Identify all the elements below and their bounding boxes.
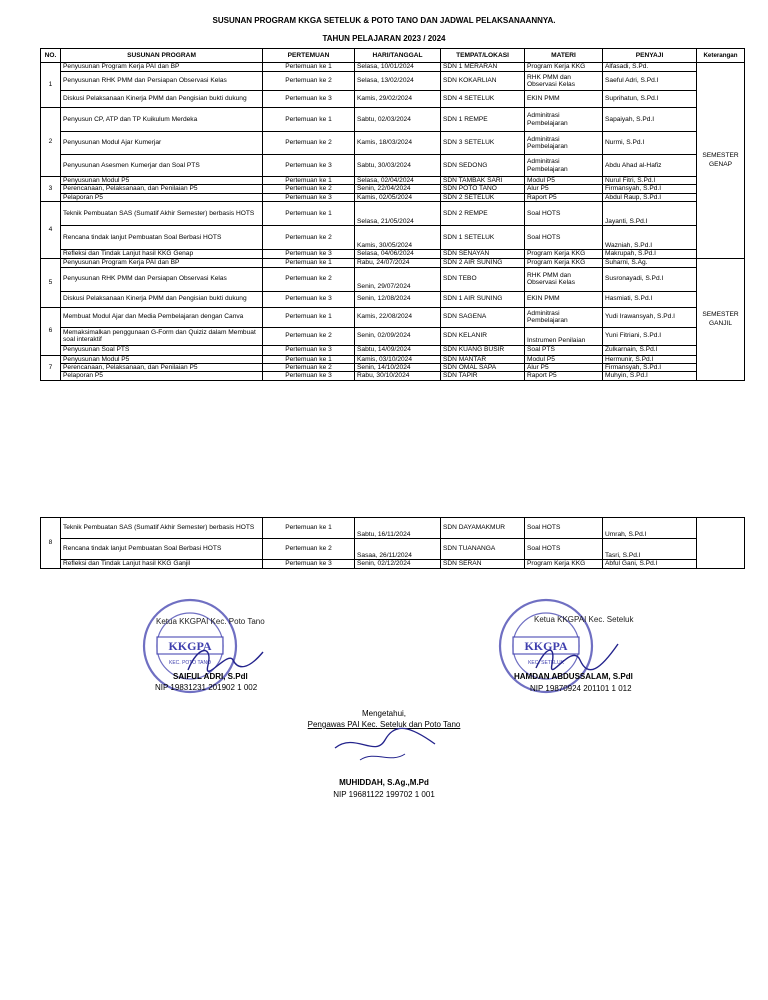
table-row xyxy=(41,91,745,108)
row-group-number: 5 xyxy=(41,258,61,307)
cell-materi: Adminitrasi Pembelajaran xyxy=(525,155,603,177)
cell-program: Memaksimalkan penggunaan G-Form dan Quiziz dalam Membuat soal interaktif xyxy=(61,327,263,345)
cell-tempat: SDN POTO TANO xyxy=(441,185,525,193)
row-group-number: 1 xyxy=(41,63,61,108)
cell-penyaji: Nurul Fitri, S.Pd.I xyxy=(603,177,697,185)
center-signer-role: Pengawas PAI Kec. Seteluk dan Poto Tano xyxy=(307,720,461,729)
cell-tempat: SDN 3 SETELUK xyxy=(441,132,525,155)
cell-tanggal: Senin, 02/09/2024 xyxy=(355,327,441,345)
row-group-number: 7 xyxy=(41,355,61,380)
cell-materi: EKIN PMM xyxy=(525,91,603,108)
cell-tanggal: Sabtu, 02/03/2024 xyxy=(355,108,441,132)
cell-materi: Soal PTS xyxy=(525,345,603,355)
cell-pertemuan: Pertemuan ke 3 xyxy=(263,345,355,355)
cell-program: Penyusunan Modul P5 xyxy=(61,177,263,185)
cell-materi: Soal HOTS xyxy=(525,202,603,226)
cell-tanggal: Sabtu, 14/09/2024 xyxy=(355,345,441,355)
cell-keterangan: SEMESTER GENAP xyxy=(697,63,745,259)
cell-program: Diskusi Pelaksanaan Kinerja PMM dan Pengisian bukti dukung xyxy=(61,91,263,108)
cell-penyaji: Suharni, S.Ag. xyxy=(603,258,697,267)
cell-materi: Soal HOTS xyxy=(525,518,603,539)
table-row xyxy=(41,327,745,345)
cell-program: Refleksi dan Tindak Lanjut hasil KKG Ganjil xyxy=(61,560,263,569)
cell-tempat: SDN 2 AIR SUNING xyxy=(441,258,525,267)
table-row xyxy=(41,250,745,258)
cell-tempat: SDN SEDONG xyxy=(441,155,525,177)
cell-program: Penyusunan Asesmen Kumerjar dan Soal PTS xyxy=(61,155,263,177)
cell-program: Membuat Modul Ajar dan Media Pembelajaran dengan Canva xyxy=(61,307,263,327)
cell-tempat: SDN SERAN xyxy=(441,560,525,569)
cell-penyaji: Zulkarnain, S.Pd.I xyxy=(603,345,697,355)
table-row xyxy=(41,132,745,155)
cell-pertemuan: Pertemuan ke 3 xyxy=(263,155,355,177)
cell-program: Pelaporan P5 xyxy=(61,372,263,380)
cell-program: Rencana tindak lanjut Pembuatan Soal Berbasi HOTS xyxy=(61,539,263,560)
cell-pertemuan: Pertemuan ke 3 xyxy=(263,560,355,569)
cell-program: Penyusun CP, ATP dan TP Kuikulum Merdeka xyxy=(61,108,263,132)
cell-tempat: SDN 1 REMPE xyxy=(441,108,525,132)
cell-tanggal: Selasa, 04/06/2024 xyxy=(355,250,441,258)
cell-penyaji: Umrah, S.Pd.I xyxy=(603,518,697,539)
table-row xyxy=(41,560,745,569)
cell-program: Rencana tindak lanjut Pembuatan Soal Berbasi HOTS xyxy=(61,226,263,250)
cell-tempat: SDN 2 REMPE xyxy=(441,202,525,226)
cell-tempat: SDN KOKARLIAN xyxy=(441,72,525,91)
cell-tempat: SDN TAMBAK SARI xyxy=(441,177,525,185)
cell-pertemuan: Pertemuan ke 1 xyxy=(263,202,355,226)
document-subtitle: TAHUN PELAJARAN 2023 / 2024 xyxy=(322,34,446,43)
row-group-number: 3 xyxy=(41,177,61,202)
cell-pertemuan: Pertemuan ke 2 xyxy=(263,539,355,560)
cell-penyaji: Nurmi, S.Pd.I xyxy=(603,132,697,155)
cell-pertemuan: Pertemuan ke 2 xyxy=(263,132,355,155)
left-signer-name: SAIFUL ADRI, S.Pdl xyxy=(173,672,248,681)
table-row xyxy=(41,193,745,201)
table-row xyxy=(41,108,745,132)
cell-materi: Program Kerja KKG xyxy=(525,63,603,72)
cell-materi: Soal HOTS xyxy=(525,226,603,250)
cell-penyaji: Muhyin, S.Pd.I xyxy=(603,372,697,380)
left-signer-nip: NIP 19831231 201902 1 002 xyxy=(155,683,258,692)
cell-penyaji: Firmansyah, S.Pd.I xyxy=(603,185,697,193)
cell-materi: EKIN PMM xyxy=(525,291,603,307)
cell-pertemuan: Pertemuan ke 3 xyxy=(263,291,355,307)
cell-penyaji: Firmansyah, S.Pd.I xyxy=(603,364,697,372)
cell-pertemuan: Pertemuan ke 1 xyxy=(263,355,355,363)
cell-tanggal: Selasa, 02/04/2024 xyxy=(355,177,441,185)
cell-penyaji: Jayanti, S.Pd.I xyxy=(603,202,697,226)
cell-pertemuan: Pertemuan ke 2 xyxy=(263,327,355,345)
cell-penyaji: Hasmiati, S.Pd.I xyxy=(603,291,697,307)
row-group-number: 2 xyxy=(41,108,61,177)
cell-tanggal: Senin, 02/12/2024 xyxy=(355,560,441,569)
header-penyaji: PENYAJI xyxy=(603,49,697,63)
table-row xyxy=(41,518,745,539)
cell-tempat: SDN 1 SETELUK xyxy=(441,226,525,250)
cell-tanggal: Selasa, 10/01/2024 xyxy=(355,63,441,72)
cell-materi: Adminitrasi Pembelajaran xyxy=(525,307,603,327)
header-tempat: TEMPAT/LOKASI xyxy=(441,49,525,63)
header-pertemuan: PERTEMUAN xyxy=(263,49,355,63)
cell-materi: Instrumen Penilaian xyxy=(525,327,603,345)
cell-tanggal: Kamis, 02/05/2024 xyxy=(355,193,441,201)
table-row xyxy=(41,267,745,291)
cell-program: Teknik Pembuatan SAS (Sumatif Akhir Semester) berbasis HOTS xyxy=(61,202,263,226)
cell-materi: Program Kerja KKG xyxy=(525,560,603,569)
cell-tempat: SDN OMAL SAPA xyxy=(441,364,525,372)
cell-program: Penyusunan Program Kerja PAI dan BP xyxy=(61,258,263,267)
cell-tanggal: Rabu, 30/10/2024 xyxy=(355,372,441,380)
cell-pertemuan: Pertemuan ke 3 xyxy=(263,193,355,201)
cell-program: Diskusi Pelaksanaan Kinerja PMM dan Pengisian bukti dukung xyxy=(61,291,263,307)
cell-program: Penyusunan RHK PMM dan Persiapan Observasi Kelas xyxy=(61,72,263,91)
cell-pertemuan: Pertemuan ke 3 xyxy=(263,372,355,380)
cell-penyaji: Tasri, S.Pd.I xyxy=(603,539,697,560)
table-row xyxy=(41,258,745,267)
right-signer-role: Ketua KKGPAI Kec. Seteluk xyxy=(534,615,634,624)
cell-penyaji: Suprihatun, S.Pd.I xyxy=(603,91,697,108)
cell-program: Penyusunan Soal PTS xyxy=(61,345,263,355)
header-tanggal: HARI/TANGGAL xyxy=(355,49,441,63)
schedule-table-page-1 xyxy=(40,48,745,381)
cell-pertemuan: Pertemuan ke 2 xyxy=(263,267,355,291)
cell-penyaji: Hermunir, S.Pd.I xyxy=(603,355,697,363)
table-row xyxy=(41,307,745,327)
table-row xyxy=(41,291,745,307)
cell-penyaji: Makrupah, S.Pd.I xyxy=(603,250,697,258)
row-group-number: 6 xyxy=(41,307,61,355)
cell-program: Perencanaan, Pelaksanaan, dan Penilaian P5 xyxy=(61,364,263,372)
cell-materi: Raport P5 xyxy=(525,372,603,380)
table-row xyxy=(41,372,745,380)
cell-penyaji: Wazniah, S.Pd.I xyxy=(603,226,697,250)
cell-penyaji: Abdu Ahad al-Hafiz xyxy=(603,155,697,177)
left-signer-role: Ketua KKGPAI Kec. Poto Tano xyxy=(156,617,265,626)
cell-pertemuan: Pertemuan ke 3 xyxy=(263,250,355,258)
table-row xyxy=(41,155,745,177)
schedule-body-page-1 xyxy=(41,63,745,381)
cell-tempat: SDN 2 SETELUK xyxy=(441,193,525,201)
cell-pertemuan: Pertemuan ke 2 xyxy=(263,364,355,372)
cell-program: Penyusunan RHK PMM dan Persiapan Observasi Kelas xyxy=(61,267,263,291)
cell-pertemuan: Pertemuan ke 3 xyxy=(263,91,355,108)
cell-penyaji: Sapaiyah, S.Pd.I xyxy=(603,108,697,132)
cell-pertemuan: Pertemuan ke 1 xyxy=(263,307,355,327)
cell-program: Penyusunan Modul P5 xyxy=(61,355,263,363)
cell-materi: Adminitrasi Pembelajaran xyxy=(525,108,603,132)
cell-materi: Modul P5 xyxy=(525,355,603,363)
cell-keterangan-empty xyxy=(697,518,745,569)
cell-pertemuan: Pertemuan ke 1 xyxy=(263,258,355,267)
cell-pertemuan: Pertemuan ke 2 xyxy=(263,185,355,193)
cell-tanggal: Sasaa, 26/11/2024 xyxy=(355,539,441,560)
cell-pertemuan: Pertemuan ke 2 xyxy=(263,72,355,91)
cell-materi: Adminitrasi Pembelajaran xyxy=(525,132,603,155)
cell-tanggal: Selasa, 21/05/2024 xyxy=(355,202,441,226)
cell-penyaji: Saeful Adri, S.Pd.I xyxy=(603,72,697,91)
cell-penyaji: Yuni Fitriani, S.Pd.I xyxy=(603,327,697,345)
cell-tempat: SDN SAGENA xyxy=(441,307,525,327)
cell-program: Teknik Pembuatan SAS (Sumatif Akhir Semester) berbasis HOTS xyxy=(61,518,263,539)
cell-tempat: SDN TAPIR xyxy=(441,372,525,380)
cell-penyaji: Abdul Raup, S.Pd.I xyxy=(603,193,697,201)
cell-tempat: SDN TUANANGA xyxy=(441,539,525,560)
cell-tanggal: Kamis, 30/05/2024 xyxy=(355,226,441,250)
cell-tempat: SDN 1 AIR SUNING xyxy=(441,291,525,307)
center-acknowledgement: Mengetahui, xyxy=(361,709,407,718)
document-title: SUSUNAN PROGRAM KKGA SETELUK & POTO TANO DAN JADWAL PELAKSANAANNYA. xyxy=(212,16,556,25)
cell-materi: Program Kerja KKG xyxy=(525,258,603,267)
cell-tempat: SDN KELANIR xyxy=(441,327,525,345)
cell-program: Penyusunan Modul Ajar Kumerjar xyxy=(61,132,263,155)
cell-tanggal: Senin, 14/10/2024 xyxy=(355,364,441,372)
table-row xyxy=(41,539,745,560)
cell-tanggal: Sabtu, 30/03/2024 xyxy=(355,155,441,177)
table-row xyxy=(41,355,745,363)
schedule-body-page-2 xyxy=(41,518,745,569)
cell-tempat: SDN KUANG BUSIR xyxy=(441,345,525,355)
center-signer-nip: NIP 19681122 199702 1 001 xyxy=(333,790,435,799)
cell-tempat: SDN DAYAMAKMUR xyxy=(441,518,525,539)
cell-materi: Program Kerja KKG xyxy=(525,250,603,258)
cell-materi: Alur P5 xyxy=(525,364,603,372)
cell-penyaji: Alfasadi, S.Pd. xyxy=(603,63,697,72)
cell-pertemuan: Pertemuan ke 1 xyxy=(263,518,355,539)
table-row xyxy=(41,202,745,226)
cell-materi: Alur P5 xyxy=(525,185,603,193)
table-header-row xyxy=(41,49,745,63)
cell-penyaji: Susronayadi, S.Pd.I xyxy=(603,267,697,291)
cell-program: Refleksi dan Tindak Lanjut hasil KKG Genap xyxy=(61,250,263,258)
cell-program: Perencanaan, Pelaksanaan, dan Penilaian P5 xyxy=(61,185,263,193)
cell-tempat: SDN SENAYAN xyxy=(441,250,525,258)
row-group-number: 8 xyxy=(41,518,61,569)
signature-scribble-right xyxy=(528,636,628,676)
table-row xyxy=(41,177,745,185)
cell-materi: RHK PMM dan Observasi Kelas xyxy=(525,72,603,91)
table-row xyxy=(41,345,745,355)
cell-pertemuan: Pertemuan ke 1 xyxy=(263,177,355,185)
cell-penyaji: Yudi Irawansyah, S.Pd.I xyxy=(603,307,697,327)
right-signer-name: HAMDAN ABDUSSALAM, S.Pdl xyxy=(514,672,633,681)
row-group-number: 4 xyxy=(41,202,61,258)
cell-tempat: SDN TEBO xyxy=(441,267,525,291)
cell-pertemuan: Pertemuan ke 2 xyxy=(263,226,355,250)
cell-tanggal: Sabtu, 16/11/2024 xyxy=(355,518,441,539)
table-row xyxy=(41,72,745,91)
cell-keterangan: SEMESTER GANJIL xyxy=(697,258,745,380)
cell-pertemuan: Pertemuan ke 1 xyxy=(263,108,355,132)
header-program: SUSUNAN PROGRAM xyxy=(61,49,263,63)
signature-scribble-center xyxy=(330,718,440,768)
cell-tanggal: Kamis, 03/10/2024 xyxy=(355,355,441,363)
cell-penyaji: Abful Gani, S.Pd.I xyxy=(603,560,697,569)
table-row xyxy=(41,185,745,193)
svg-text:KKGPA: KKGPA xyxy=(524,639,568,653)
cell-pertemuan: Pertemuan ke 1 xyxy=(263,63,355,72)
cell-tanggal: Kamis, 18/03/2024 xyxy=(355,132,441,155)
cell-tanggal: Kamis, 29/02/2024 xyxy=(355,91,441,108)
cell-program: Penyusunan Program Kerja PAI dan BP xyxy=(61,63,263,72)
table-row xyxy=(41,63,745,72)
table-row xyxy=(41,364,745,372)
cell-materi: RHK PMM dan Observasi Kelas xyxy=(525,267,603,291)
cell-tanggal: Selasa, 13/02/2024 xyxy=(355,72,441,91)
schedule-table-page-2 xyxy=(40,517,745,569)
svg-text:KKGPA: KKGPA xyxy=(168,639,212,653)
cell-tempat: SDN 4 SETELUK xyxy=(441,91,525,108)
header-no: NO. xyxy=(41,49,61,63)
cell-materi: Soal HOTS xyxy=(525,539,603,560)
header-materi: MATERI xyxy=(525,49,603,63)
table-row xyxy=(41,226,745,250)
cell-tempat: SDN 1 MERARAN xyxy=(441,63,525,72)
cell-tanggal: Senin, 12/08/2024 xyxy=(355,291,441,307)
cell-tanggal: Kamis, 22/08/2024 xyxy=(355,307,441,327)
cell-tempat: SDN MANTAR xyxy=(441,355,525,363)
cell-tanggal: Senin, 29/07/2024 xyxy=(355,267,441,291)
cell-materi: Raport P5 xyxy=(525,193,603,201)
cell-materi: Modul P5 xyxy=(525,177,603,185)
cell-tanggal: Rabu, 24/07/2024 xyxy=(355,258,441,267)
right-signer-nip: NIP 19870924 201101 1 012 xyxy=(530,684,632,693)
header-keterangan: Keterangan xyxy=(697,49,745,63)
cell-tanggal: Senin, 22/04/2024 xyxy=(355,185,441,193)
svg-text:KEC. SETELUK: KEC. SETELUK xyxy=(528,660,564,666)
svg-text:KEC. POTO TANO: KEC. POTO TANO xyxy=(169,660,211,666)
center-signer-name: MUHIDDAH, S.Ag.,M.Pd xyxy=(339,778,429,787)
cell-program: Pelaporan P5 xyxy=(61,193,263,201)
